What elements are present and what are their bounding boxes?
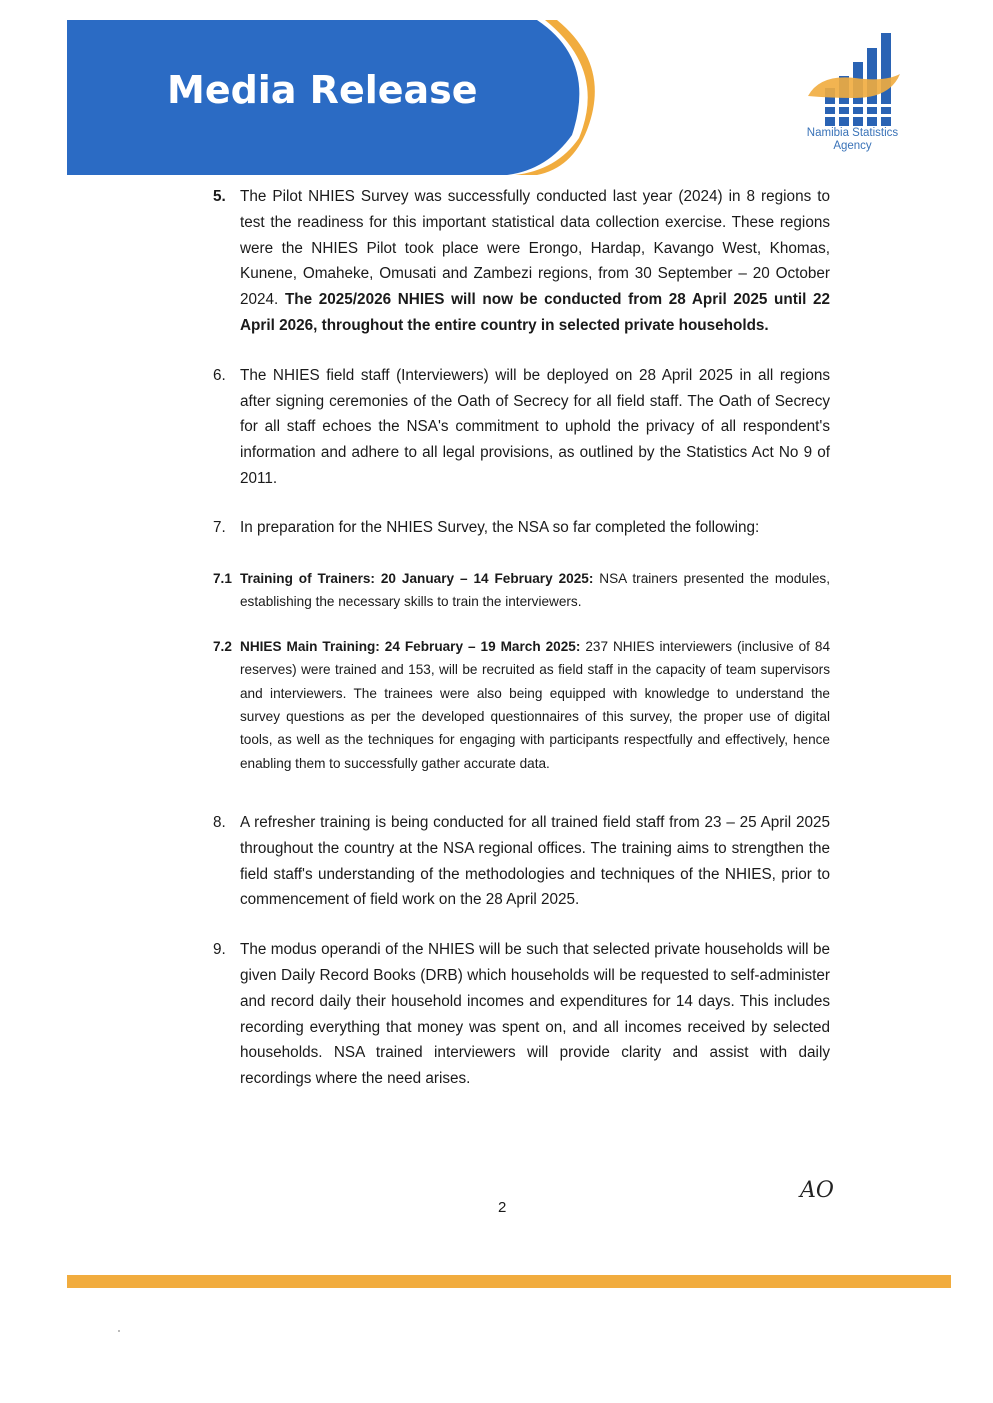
page-number: 2	[498, 1199, 507, 1216]
handwritten-initials: AO	[800, 1178, 834, 1203]
paragraph-number: 7.	[213, 518, 226, 536]
paragraph-7	[213, 515, 830, 541]
org-name	[790, 127, 915, 153]
org-name-line1: Namibia Statistics	[806, 127, 899, 139]
paragraph-number: 9.	[213, 941, 226, 959]
paragraph-text: A refresher training is being conducted for all trained field staff from 23 – 25 April 2025 throughout the country at the NSA regional offices. The training aims to strengthen the field staff's understanding of the methodologies and techniques of the NHIES, prior to commencement of field work on the 28 April 2025.	[240, 813, 830, 909]
footer-accent-bar	[67, 1275, 951, 1288]
media-release-banner	[67, 20, 602, 175]
paragraph-bold-text: Training of Trainers: 20 January – 14 February 2025:	[240, 570, 594, 586]
paragraph-text: In preparation for the NHIES Survey, the NSA so far completed the following:	[240, 518, 760, 536]
paragraph-text: The NHIES field staff (Interviewers) will be deployed on 28 April 2025 in all regions after signing ceremonies of the Oath of Secrecy for all field staff. The Oath of Secrecy for all staff echoes the NSA's commitment to uphold the privacy of all respondent's information and adhere to all legal provisions, as outlined by the Statistics Act No 9 of 2011.	[240, 366, 830, 487]
paragraph-6	[213, 363, 830, 492]
paragraph-number: 8.	[213, 813, 226, 831]
paragraph-number: 7.1	[213, 570, 232, 586]
org-name-line2: Agency	[833, 140, 872, 152]
paragraph-number: 6.	[213, 366, 226, 384]
paragraph-bold-text: The 2025/2026 NHIES will now be conducted from 28 April 2025 until 22 April 2026, throughout the entire country in selected private households.	[240, 291, 830, 334]
paragraph-text: NSA trainers presented the modules, establishing the necessary skills to train the interviewers.	[240, 570, 831, 609]
paragraph-5	[213, 184, 830, 339]
paragraph-text: The modus operandi of the NHIES will be such that selected private households will be given Daily Record Books (DRB) which households will be requested to self-administer and record daily their household incomes and expenditures for 14 days. This includes recording everything that money was spent on, and all incomes received by selected households. NSA trained interviewers will provide clarity and assist with daily recordings where the need arises.	[240, 941, 830, 1088]
paragraph-9	[213, 937, 830, 1092]
page-title: Media Release	[167, 68, 478, 112]
paragraph-7-1	[213, 567, 830, 614]
paragraph-number: 5.	[213, 188, 226, 205]
paragraph-7-2	[213, 635, 830, 775]
release-body	[213, 184, 830, 1092]
paragraph-text: 237 NHIES interviewers (inclusive of 84 reserves) were trained and 153, will be recruited as field staff in the capacity of team supervisors and interviewers. The trainees were also being equipped with knowledge to understand the survey questions as per the developed questionnaires of this survey, the proper use of digital tools, as well as the techniques for engaging with participants respectfully and effectively, hence enabling them to successfully gather accurate data.	[240, 639, 831, 771]
scan-speck	[118, 1330, 120, 1332]
paragraph-text: The Pilot NHIES Survey was successfully conducted last year (2024) in 8 regions to test the readiness for this important statistical data collection exercise. These regions were the NHIES Pilot took place were Erongo, Hardap, Kavango West, Khomas, Kunene, Omaheke, Omusati and Zambezi regions, from 30 September – 20 October 2024.	[240, 188, 830, 309]
paragraph-bold-text: NHIES Main Training: 24 February – 19 March 2025:	[240, 639, 581, 655]
paragraph-number: 7.2	[213, 639, 232, 655]
paragraph-8	[213, 810, 830, 913]
